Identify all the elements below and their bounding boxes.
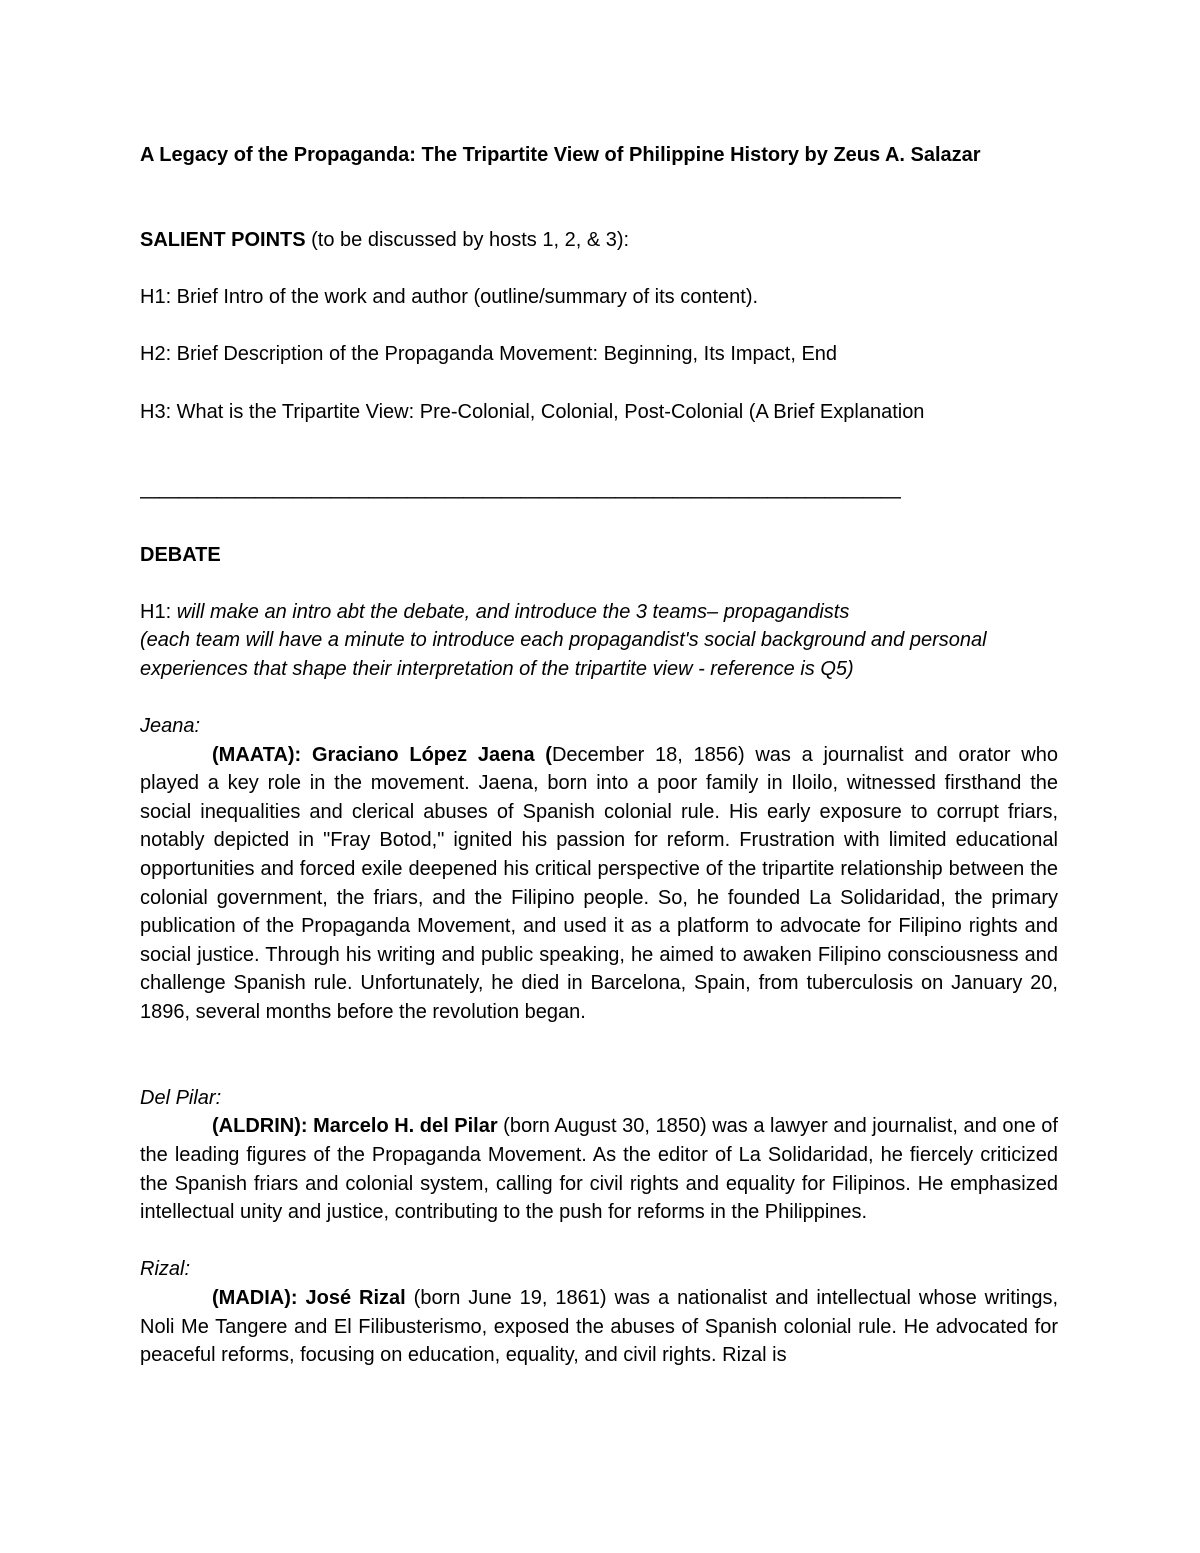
debate-intro-prefix: H1: xyxy=(140,600,177,623)
salient-points-note: (to be discussed by hosts 1, 2, & 3): xyxy=(305,229,630,251)
bio-delpilar-text: (born August 30, 1850) was a lawyer and journalist, and one of the leading figures of the Propaganda Movement. As the editor of La Solidaridad, he fiercely criticized the Spanish friars and colonial system, calling for civil rights and equality for Filipinos. He emphasized intellectual unity and justice, contributing to the push for reforms in the Philippines. xyxy=(140,1115,1058,1224)
debate-intro xyxy=(140,598,1058,684)
bio-jaena-text: December 18, 1856) was a journalist and orator who played a key role in the movement. Jaena, born into a poor family in Iloilo, witnessed firsthand the social inequalities and clerical abuses of Spanish colonial rule. His early exposure to corrupt friars, notably depicted in "Fray Botod," ignited his passion for reform. Frustration with limited educational opportunities and forced exile deepened his critical perspective of the tripartite relationship between the colonial government, the friars, and the Filipino people. So, he founded La Solidaridad, the primary publication of the Propaganda Movement, and used it as a platform to advocate for Filipino rights and social justice. Through his writing and public speaking, he aimed to awaken Filipino consciousness and challenge Spanish rule. Unfortunately, he died in Barcelona, Spain, from tuberculosis on January 20, 1896, several months before the revolution began. xyxy=(140,743,1058,1024)
document-body xyxy=(140,141,1058,1370)
bio-jaena xyxy=(140,741,1058,1027)
debate-heading: DEBATE xyxy=(140,543,221,566)
salient-points-header xyxy=(140,226,1058,255)
salient-points-label: SALIENT POINTS xyxy=(140,229,306,251)
bio-delpilar xyxy=(140,1112,1058,1226)
debate-intro-line2: (each team will have a minute to introduce each propagandist's social background and personal experiences that shape their interpretation of the tripartite view - reference is Q5) xyxy=(140,629,987,680)
bio-delpilar-name: (ALDRIN): Marcelo H. del Pilar xyxy=(212,1115,498,1138)
salient-point-h1: H1: Brief Intro of the work and author (outline/summary of its content). xyxy=(140,286,759,309)
bio-jaena-name: (MAATA): Graciano López Jaena ( xyxy=(212,743,552,766)
speaker-delpilar: Del Pilar: xyxy=(140,1086,222,1109)
bio-rizal-text: (born June 19, 1861) was a nationalist and intellectual whose writings, Noli Me Tangere and El Filibusterismo, exposed the abuses of Spanish colonial rule. He advocated for peaceful reforms, focusing on education, equality, and civil rights. Rizal is xyxy=(140,1286,1058,1367)
separator-line: ———————————————————————————————————————— xyxy=(140,486,900,509)
debate-intro-line1: will make an intro abt the debate, and introduce the 3 teams– propagandists xyxy=(176,600,850,623)
speaker-jaena: Jeana: xyxy=(140,715,201,738)
salient-point-h3: H3: What is the Tripartite View: Pre-Colonial, Colonial, Post-Colonial (A Brief Explanation xyxy=(140,400,925,423)
bio-rizal-name: (MADIA): José Rizal xyxy=(212,1286,406,1309)
bio-rizal xyxy=(140,1284,1058,1370)
document-title: A Legacy of the Propaganda: The Tripartite View of Philippine History by Zeus A. Salazar xyxy=(140,144,981,166)
speaker-rizal: Rizal: xyxy=(140,1258,191,1281)
salient-point-h2: H2: Brief Description of the Propaganda Movement: Beginning, Its Impact, End xyxy=(140,343,838,366)
